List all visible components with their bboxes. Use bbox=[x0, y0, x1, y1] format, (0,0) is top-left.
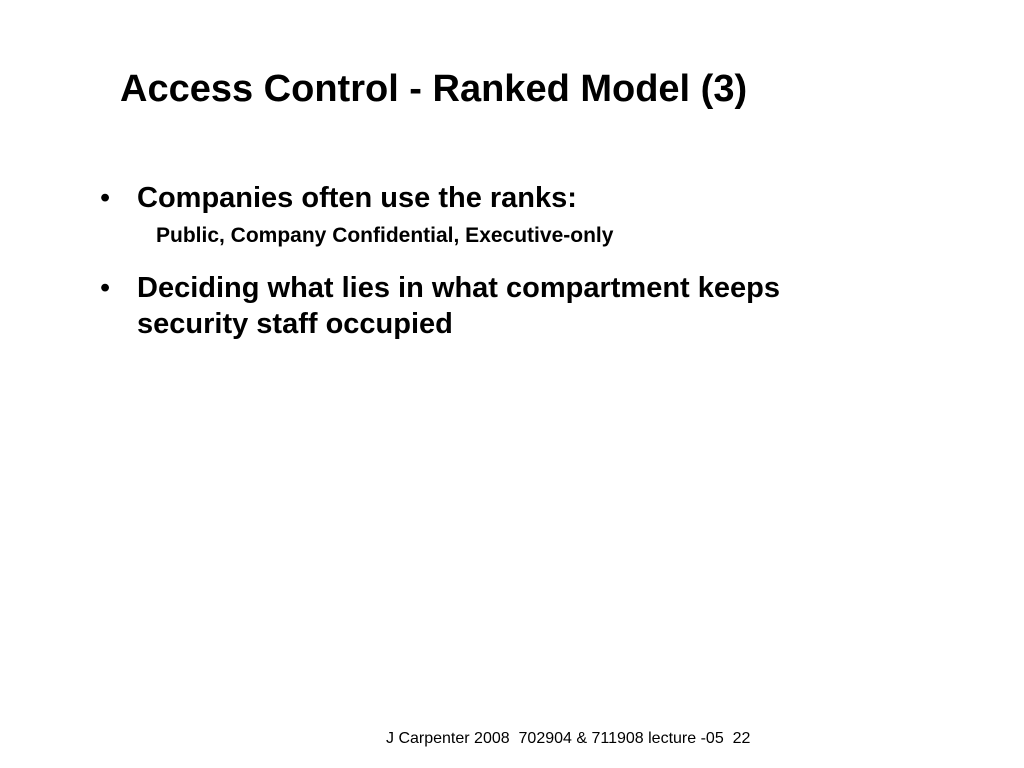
ranks-list-text: Public, Company Confidential, Executive-only bbox=[156, 224, 614, 247]
bullet-list bbox=[100, 180, 860, 342]
bullet-text: Deciding what lies in what compartment keeps security staff occupied bbox=[137, 272, 780, 340]
slide-footer: J Carpenter 2008 702904 & 711908 lecture -05 22 bbox=[386, 730, 751, 747]
bullet-icon: • bbox=[100, 272, 111, 304]
slide-title: Access Control - Ranked Model (3) bbox=[120, 68, 748, 110]
bullet-item-ranks bbox=[100, 180, 860, 248]
bullet-text: Companies often use the ranks: bbox=[137, 182, 577, 214]
bullet-icon: • bbox=[100, 182, 111, 214]
bullet-item-compartment bbox=[100, 270, 860, 342]
